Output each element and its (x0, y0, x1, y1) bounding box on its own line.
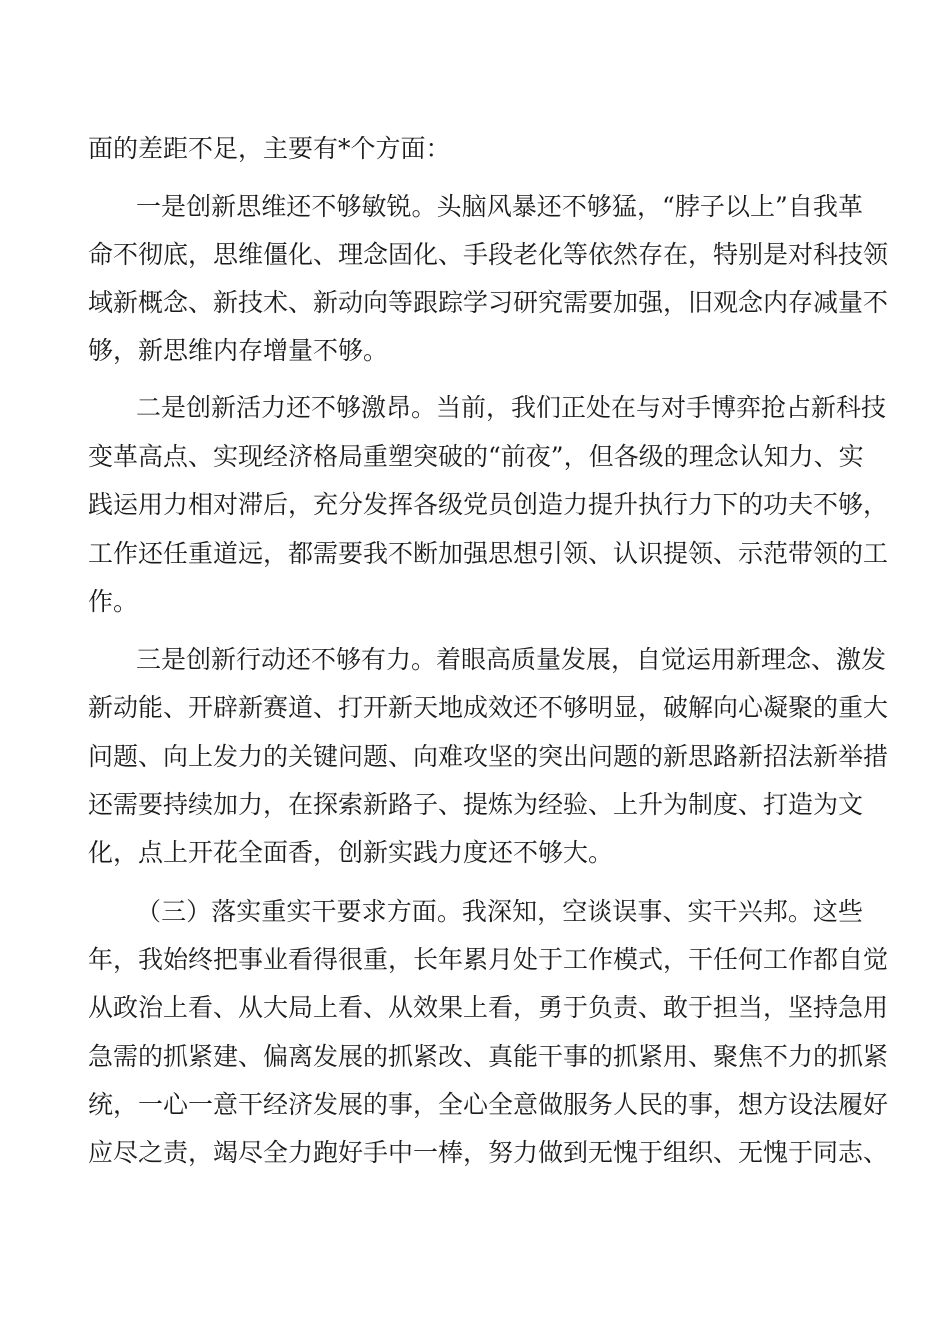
text-line: 作。 (88, 587, 139, 616)
text-line: 急需的抓紧建、偏离发展的抓紧改、真能干事的抓紧用、聚焦不力的抓紧 (88, 1042, 889, 1071)
text-line: 还需要持续加力，在探索新路子、提炼为经验、上升为制度、打造为文 (88, 790, 864, 819)
paragraph-first-line: 一是创新思维还不够敏锐。头脑风暴还不够猛，“脖子以上”自我革 (136, 192, 863, 221)
text-line: 问题、向上发力的关键问题、向难攻坚的突出问题的新思路新招法新举措 (88, 742, 889, 771)
text-line: 够，新思维内存增量不够。 (88, 336, 389, 365)
text-line: 化，点上开花全面香，创新实践力度还不够大。 (88, 838, 614, 867)
text-line: 践运用力相对滞后，充分发挥各级党员创造力提升执行力下的功夫不够， (88, 490, 889, 519)
text-line: 年，我始终把事业看得很重，长年累月处于工作模式，干任何工作都自觉 (88, 945, 889, 974)
text-line: 变革高点、实现经济格局重塑突破的“前夜”，但各级的理念认知力、实 (88, 442, 864, 471)
text-line: 应尽之责，竭尽全力跑好手中一棒，努力做到无愧于组织、无愧于同志、 (88, 1138, 889, 1167)
text-line: 新动能、开辟新赛道、打开新天地成效还不够明显，破解向心凝聚的重大 (88, 693, 889, 722)
text-line: 工作还任重道远，都需要我不断加强思想引领、认识提领、示范带领的工 (88, 539, 889, 568)
paragraph-first-line: 二是创新活力还不够激昂。当前，我们正处在与对手博弈抢占新科技 (136, 393, 887, 422)
text-line: 域新概念、新技术、新动向等跟踪学习研究需要加强，旧观念内存减量不 (88, 288, 889, 317)
text-line: 统，一心一意干经济发展的事，全心全意做服务人民的事，想方设法履好 (88, 1090, 889, 1119)
paragraph-first-line: （三）落实重实干要求方面。我深知，空谈误事、实干兴邦。这些 (136, 897, 863, 926)
text-line: 面的差距不足，主要有*个方面： (88, 134, 451, 163)
text-line: 从政治上看、从大局上看、从效果上看，勇于负责、敢于担当，坚持急用 (88, 993, 889, 1022)
text-line: 命不彻底，思维僵化、理念固化、手段老化等依然存在，特别是对科技领 (88, 240, 889, 269)
paragraph-first-line: 三是创新行动还不够有力。着眼高质量发展，自觉运用新理念、激发 (136, 645, 887, 674)
